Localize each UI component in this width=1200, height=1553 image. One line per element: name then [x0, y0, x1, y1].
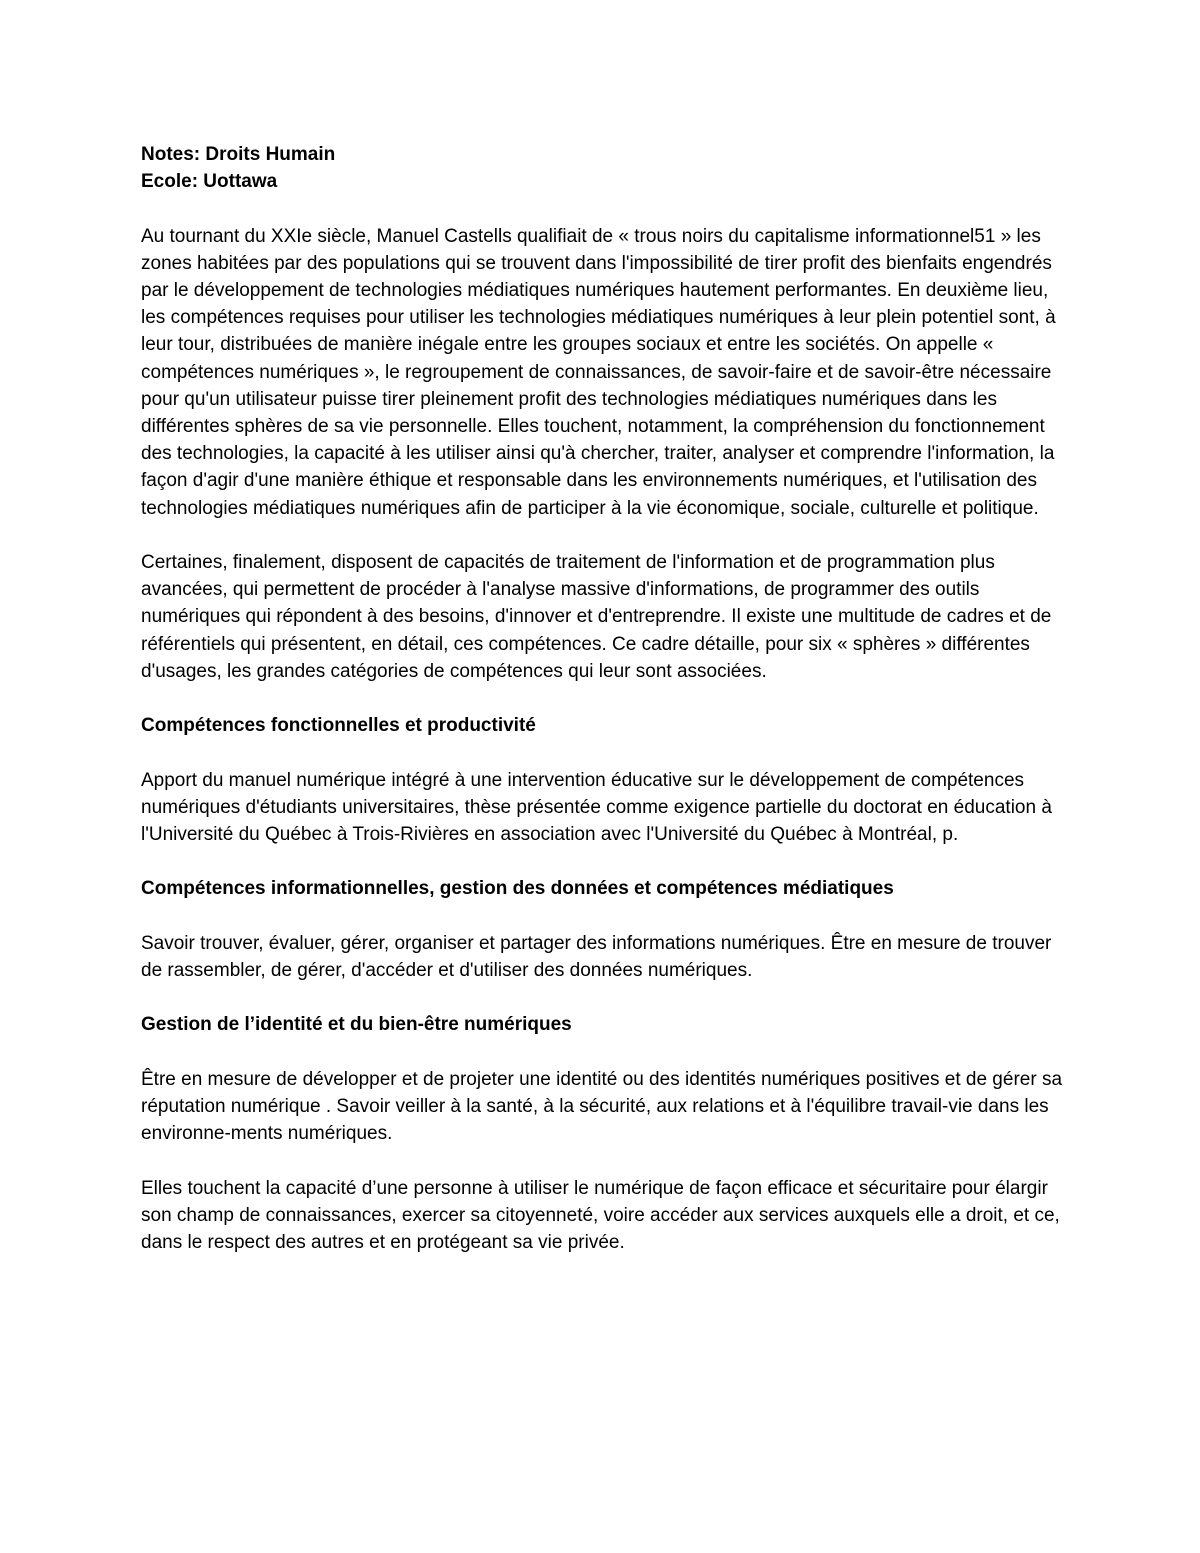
school-line: Ecole: Uottawa	[141, 171, 278, 193]
document-body	[141, 141, 1066, 1256]
blank-line	[141, 739, 1066, 766]
paragraph-information-skills: Savoir trouver, évaluer, gérer, organiser et partager des informations numériques. Être en mesure de trouver de rassembler, de gérer, d'accéder et d'utiliser des données numériques.	[141, 932, 1052, 981]
blank-line	[141, 903, 1066, 930]
notes-title: Notes: Droits Humain	[141, 144, 336, 165]
blank-line	[141, 685, 1066, 712]
paragraph-thesis-reference: Apport du manuel numérique intégré à une intervention éducative sur le développement de compétences numériques d'étudiants universitaires, thèse présentée comme exigence partielle du doctorat en éducation à l'Université du Québec à Trois-Rivières en association avec l'Université du Québec à Montréal, p.	[141, 769, 1052, 846]
blank-line	[141, 848, 1066, 875]
blank-line	[141, 195, 1066, 222]
paragraph-advanced-capacities: Certaines, finalement, disposent de capacités de traitement de l'information et de programmation plus avancées, qui permettent de procéder à l'analyse massive d'informations, de programmer des outils numériques qui répondent à des besoins, d'innover et d'entreprendre. Il existe une multitude de cadres et de référentiels qui présentent, en détail, ces compétences. Ce cadre détaille, pour six « sphères » différentes d'usages, les grandes catégories de compétences qui leur sont associées.	[141, 552, 1052, 682]
blank-line	[141, 1147, 1066, 1174]
blank-line	[141, 984, 1066, 1011]
section-heading-identity: Gestion de l’identité et du bien-être numériques	[141, 1014, 572, 1036]
blank-line	[141, 1039, 1066, 1066]
blank-line	[141, 522, 1066, 549]
paragraph-intro: Au tournant du XXIe siècle, Manuel Castells qualifiait de « trous noirs du capitalisme informationnel51 » les zones habitées par des populations qui se trouvent dans l'impossibilité de tirer profit des bienfaits engendrés par le développement de technologies médiatiques numériques hautement performantes. En deuxième lieu, les compétences requises pour utiliser les technologies médiatiques numériques à leur plein potentiel sont, à leur tour, distribuées de manière inégale entre les groupes sociaux et entre les sociétés. On appelle « compétences numériques », le regroupement de connaissances, de savoir-faire et de savoir-être nécessaire pour qu'un utilisateur puisse tirer pleinement profit des technologies médiatiques numériques dans les différentes sphères de sa vie personnelle. Elles touchent, notamment, la compréhension du fonctionnement des technologies, la capacité à les utiliser ainsi qu'à chercher, traiter, analyser et comprendre l'information, la façon d'agir d'une manière éthique et responsable dans les environnements numériques, et l'utilisation des technologies médiatiques numériques afin de participer à la vie économique, sociale, culturelle et politique.	[141, 225, 1056, 519]
paragraph-digital-capacity: Elles touchent la capacité d’une personne à utiliser le numérique de façon efficace et sécuritaire pour élargir son champ de connaissances, exercer sa citoyenneté, voire accéder aux services auxquels elle a droit, et ce, dans le respect des autres et en protégeant sa vie privée.	[141, 1177, 1060, 1253]
paragraph-digital-identity: Être en mesure de développer et de projeter une identité ou des identités numériques positives et de gérer sa réputation numérique . Savoir veiller à la santé, à la sécurité, aux relations et à l'équilibre travail-vie dans les environne-ments numériques.	[141, 1068, 1063, 1145]
section-heading-informational: Compétences informationnelles, gestion des données et compétences médiatiques	[141, 878, 894, 900]
section-heading-functional: Compétences fonctionnelles et productivité	[141, 715, 536, 737]
